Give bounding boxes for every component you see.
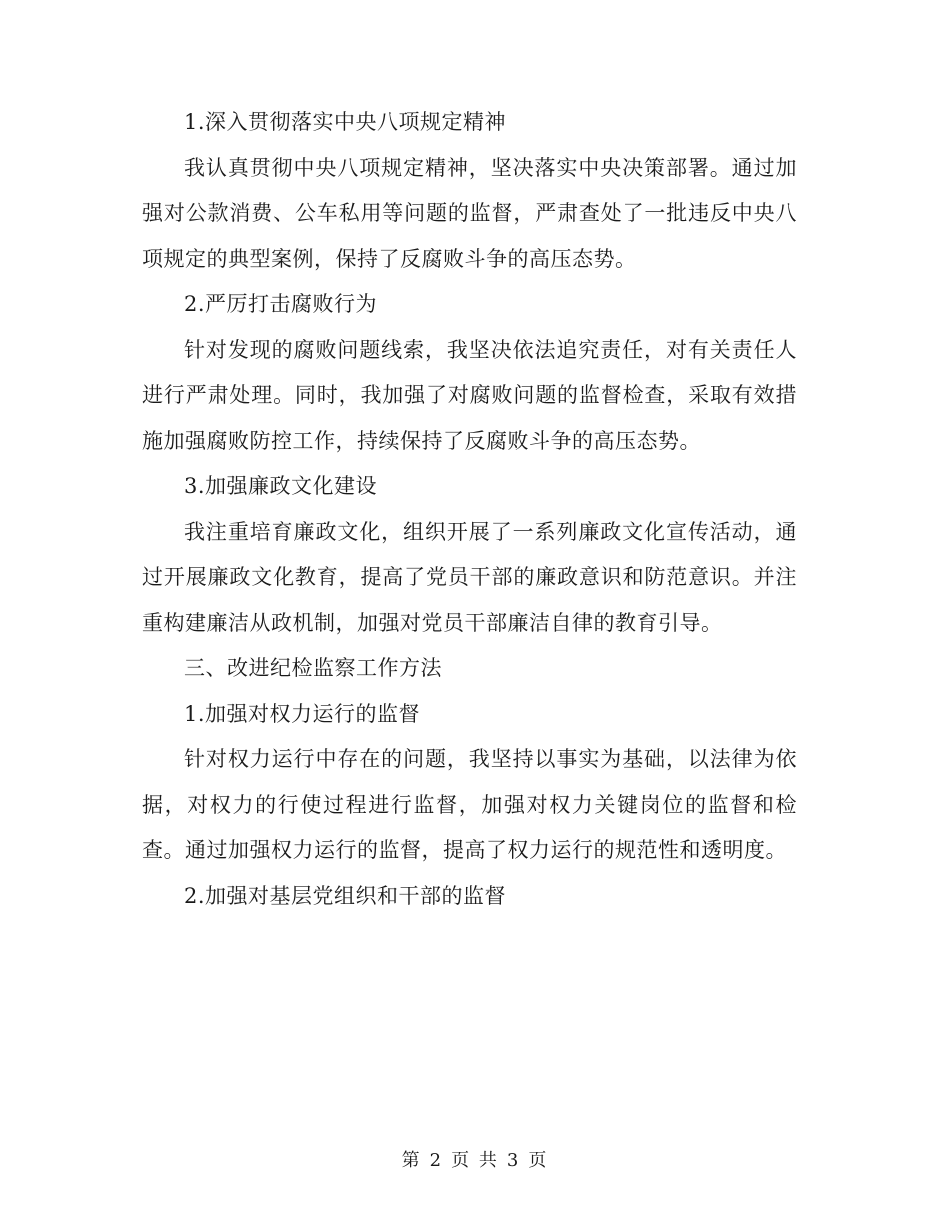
page-footer [0,1146,950,1172]
footer-total-pages: 3 [506,1150,521,1171]
body-paragraph: 我注重培育廉政文化，组织开展了一系列廉政文化宣传活动，通过开展廉政文化教育，提高了党员干部的廉政意识和防范意识。并注重构建廉洁从政机制，加强对党员干部廉洁自律的教育引导。 [142,519,797,635]
body-paragraph: 我认真贯彻中央八项规定精神，坚决落实中央决策部署。通过加强对公款消费、公车私用等问题的监督，严肃查处了一批违反中央八项规定的典型案例，保持了反腐败斗争的高压态势。 [142,155,797,271]
subheading-1-3: 3.加强廉政文化建设 [184,474,378,498]
footer-suffix: 页 [528,1150,549,1171]
document-body [142,100,797,919]
subheading-3-2: 2.加强对基层党组织和干部的监督 [184,883,507,908]
footer-prefix: 第 [401,1150,422,1171]
body-paragraph: 针对发现的腐败问题线索，我坚决依法追究责任，对有关责任人进行严肃处理。同时，我加强了对腐败问题的监督检查，采取有效措施加强腐败防控工作，持续保持了反腐败斗争的高压态势。 [142,337,797,453]
subheading-1-1: 1.深入贯彻落实中央八项规定精神 [184,110,507,134]
footer-current-page: 2 [429,1150,444,1171]
body-paragraph: 针对权力运行中存在的问题，我坚持以事实为基础，以法律为依据，对权力的行使过程进行监督，加强对权力关键岗位的监督和检查。通过加强权力运行的监督，提高了权力运行的规范性和透明度。 [142,747,797,862]
section-heading-3: 三、改进纪检监察工作方法 [184,656,442,680]
subheading-1-2: 2.严厉打击腐败行为 [184,292,378,316]
footer-middle: 页 共 [451,1150,499,1171]
subheading-3-1: 1.加强对权力运行的监督 [184,701,421,726]
